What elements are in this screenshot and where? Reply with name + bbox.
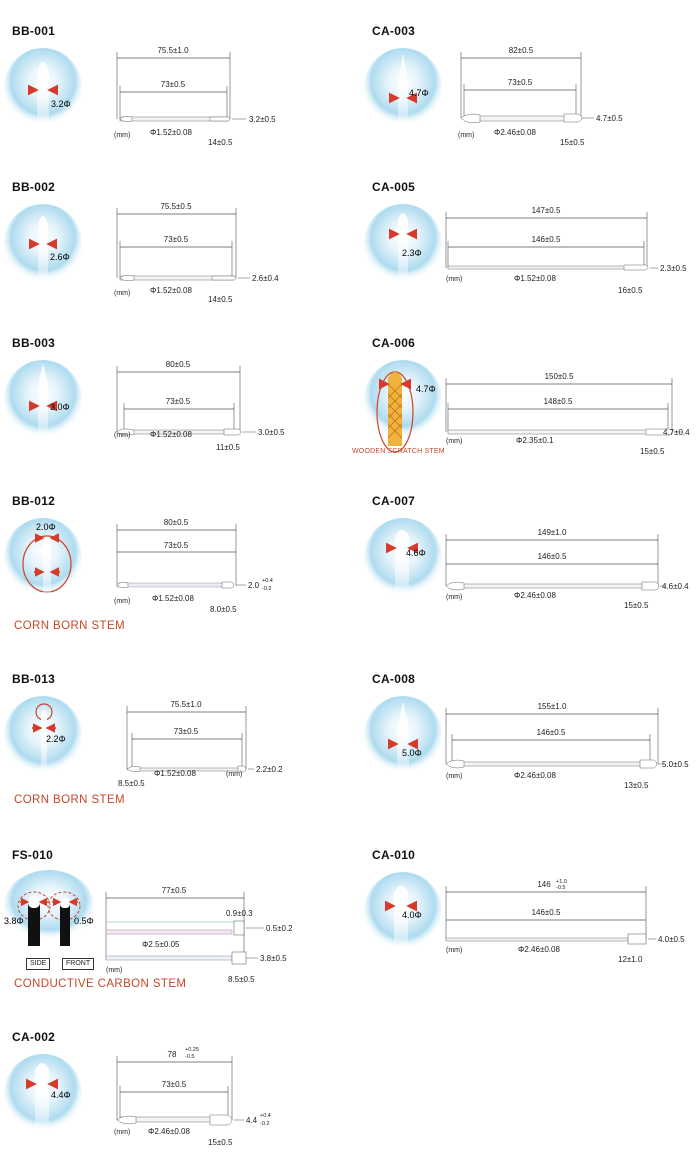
svg-text:Φ2.46±0.08: Φ2.46±0.08 — [514, 591, 556, 600]
product-ca-010 — [364, 848, 700, 978]
svg-text:Φ2.5±0.05: Φ2.5±0.05 — [142, 940, 180, 949]
svg-text:Φ2.35±0.1: Φ2.35±0.1 — [516, 436, 554, 445]
svg-text:-0.2: -0.2 — [260, 1121, 270, 1127]
stem-note: CORN BORN STEM — [14, 794, 126, 806]
product-ca-008 — [364, 672, 700, 802]
svg-text:+0.4: +0.4 — [262, 578, 273, 584]
svg-text:82±0.5: 82±0.5 — [508, 46, 534, 55]
svg-text:5.0Φ: 5.0Φ — [402, 748, 422, 758]
svg-text:Φ1.52±0.08: Φ1.52±0.08 — [150, 286, 192, 295]
svg-text:149±1.0: 149±1.0 — [537, 528, 567, 537]
svg-text:4.7±0.5: 4.7±0.5 — [596, 114, 623, 123]
product-code: BB-001 — [12, 24, 56, 38]
svg-text:(mm): (mm) — [446, 594, 463, 601]
dimension-drawing — [112, 36, 312, 146]
svg-text:80±0.5: 80±0.5 — [165, 360, 191, 369]
svg-text:5.0±0.5: 5.0±0.5 — [662, 760, 689, 769]
svg-text:4.0Φ: 4.0Φ — [402, 910, 422, 920]
svg-text:Φ2.46±0.08: Φ2.46±0.08 — [494, 128, 536, 137]
svg-text:Φ1.52±0.08: Φ1.52±0.08 — [150, 430, 192, 439]
product-code: BB-002 — [12, 180, 56, 194]
product-code: BB-003 — [12, 336, 56, 350]
svg-text:Φ2.46±0.08: Φ2.46±0.08 — [518, 945, 560, 954]
product-ca-002 — [4, 1030, 334, 1170]
stem-note: WOODEN SCRATCH STEM — [352, 448, 445, 455]
dimension-drawing — [444, 684, 700, 794]
svg-text:Φ1.52±0.08: Φ1.52±0.08 — [154, 769, 196, 778]
svg-text:0.5±0.2: 0.5±0.2 — [266, 924, 293, 933]
svg-text:3.8±0.5: 3.8±0.5 — [260, 954, 287, 963]
svg-text:(mm): (mm) — [446, 773, 463, 780]
svg-text:4.0±0.5: 4.0±0.5 — [658, 935, 685, 944]
svg-text:15±0.5: 15±0.5 — [640, 447, 665, 456]
svg-text:4.7Φ: 4.7Φ — [416, 384, 436, 394]
product-bb-002 — [4, 180, 334, 310]
svg-text:4.7±0.4: 4.7±0.4 — [663, 428, 690, 437]
swab-tip-thumbnail — [364, 512, 442, 604]
svg-text:75.5±1.0: 75.5±1.0 — [157, 46, 189, 55]
svg-text:73±0.5: 73±0.5 — [507, 78, 533, 87]
swab-tip-thumbnail — [364, 354, 442, 446]
product-code: CA-006 — [372, 336, 416, 350]
product-code: CA-002 — [12, 1030, 56, 1044]
swab-tip-thumbnail — [364, 42, 442, 134]
svg-text:4.6Φ: 4.6Φ — [406, 548, 426, 558]
dimension-drawing — [112, 506, 322, 616]
svg-text:11±0.5: 11±0.5 — [216, 443, 240, 452]
svg-text:0.9±0.3: 0.9±0.3 — [226, 909, 253, 918]
svg-text:(mm): (mm) — [458, 132, 475, 139]
svg-text:77±0.5: 77±0.5 — [161, 886, 187, 895]
dimension-drawing — [456, 36, 686, 146]
svg-text:Φ1.52±0.08: Φ1.52±0.08 — [150, 128, 192, 137]
swab-tip-thumbnail — [4, 42, 82, 134]
swab-tip-thumbnail — [4, 690, 82, 782]
svg-text:+0.4: +0.4 — [260, 1113, 271, 1119]
dimension-drawing — [104, 860, 334, 990]
svg-text:15±0.5: 15±0.5 — [560, 138, 585, 147]
tip-size: 3.2Φ — [51, 99, 71, 109]
svg-text:(mm): (mm) — [114, 132, 131, 139]
svg-text:15±0.5: 15±0.5 — [624, 601, 649, 610]
product-ca-007 — [364, 494, 700, 624]
svg-text:3.8Φ: 3.8Φ — [4, 916, 24, 926]
svg-text:Φ1.52±0.08: Φ1.52±0.08 — [514, 274, 556, 283]
svg-text:3.2±0.5: 3.2±0.5 — [249, 115, 276, 124]
product-ca-006 — [352, 336, 700, 466]
svg-text:8.5±0.5: 8.5±0.5 — [228, 975, 255, 984]
swab-tip-thumbnail — [4, 512, 82, 604]
product-fs-010 — [4, 848, 334, 998]
svg-text:(mm): (mm) — [446, 276, 463, 283]
stem-note: CONDUCTIVE CARBON STEM — [14, 978, 187, 990]
product-code: CA-010 — [372, 848, 416, 862]
swab-tip-thumbnail — [4, 1048, 82, 1140]
svg-text:73±0.5: 73±0.5 — [165, 397, 191, 406]
front-label: FRONT — [62, 958, 94, 970]
svg-text:3.0±0.5: 3.0±0.5 — [258, 428, 285, 437]
product-code: BB-012 — [12, 494, 56, 508]
svg-text:2.0: 2.0 — [248, 581, 260, 590]
svg-text:15±0.5: 15±0.5 — [208, 1138, 233, 1147]
svg-text:4.7Φ: 4.7Φ — [409, 88, 429, 98]
svg-text:8.0±0.5: 8.0±0.5 — [210, 605, 237, 614]
svg-text:146±0.5: 146±0.5 — [531, 908, 561, 917]
svg-text:(mm): (mm) — [114, 432, 131, 439]
swab-tip-thumbnail — [4, 354, 82, 446]
swab-tip-thumbnail — [364, 198, 442, 290]
svg-text:146: 146 — [537, 880, 551, 889]
svg-text:2.6±0.4: 2.6±0.4 — [252, 274, 279, 283]
svg-text:+0.25: +0.25 — [185, 1047, 199, 1053]
svg-text:146±0.5: 146±0.5 — [537, 552, 567, 561]
dimension-drawing — [112, 1042, 332, 1162]
svg-text:150±0.5: 150±0.5 — [544, 372, 574, 381]
dimension-drawing — [444, 860, 700, 970]
svg-text:14±0.5: 14±0.5 — [208, 138, 233, 147]
dimension-drawing — [444, 192, 700, 302]
svg-text:73±0.5: 73±0.5 — [173, 727, 199, 736]
svg-text:4.6±0.4: 4.6±0.4 — [662, 582, 689, 591]
svg-text:0.5Φ: 0.5Φ — [74, 916, 94, 926]
svg-text:2.3Φ: 2.3Φ — [402, 248, 422, 258]
svg-text:-0.5: -0.5 — [556, 885, 566, 891]
side-label: SIDE — [26, 958, 50, 970]
svg-text:(mm): (mm) — [114, 598, 131, 605]
svg-text:78: 78 — [167, 1050, 177, 1059]
svg-text:2.2Φ: 2.2Φ — [46, 734, 66, 744]
product-code: CA-007 — [372, 494, 416, 508]
svg-text:(mm): (mm) — [106, 967, 123, 974]
svg-text:(mm): (mm) — [446, 438, 463, 445]
svg-text:8.5±0.5: 8.5±0.5 — [118, 779, 145, 788]
svg-text:3.0Φ: 3.0Φ — [50, 402, 70, 412]
product-bb-003 — [4, 336, 334, 466]
swab-tip-thumbnail — [4, 198, 82, 290]
svg-text:-0.2: -0.2 — [262, 586, 272, 592]
svg-text:14±0.5: 14±0.5 — [208, 295, 233, 304]
svg-text:2.2±0.2: 2.2±0.2 — [256, 765, 283, 774]
svg-text:148±0.5: 148±0.5 — [543, 397, 573, 406]
svg-text:75.5±1.0: 75.5±1.0 — [170, 700, 202, 709]
product-code: FS-010 — [12, 848, 54, 862]
stem-note: CORN BORN STEM — [14, 620, 126, 632]
svg-text:73±0.5: 73±0.5 — [163, 235, 189, 244]
svg-text:73±0.5: 73±0.5 — [160, 80, 186, 89]
svg-text:Φ2.46±0.08: Φ2.46±0.08 — [148, 1127, 190, 1136]
svg-text:73±0.5: 73±0.5 — [161, 1080, 187, 1089]
svg-text:+1.0: +1.0 — [556, 879, 567, 885]
svg-text:(mm): (mm) — [114, 1129, 131, 1136]
svg-text:146±0.5: 146±0.5 — [536, 728, 566, 737]
svg-text:16±0.5: 16±0.5 — [618, 286, 643, 295]
product-bb-012 — [4, 494, 334, 644]
product-ca-003 — [364, 24, 700, 154]
product-code: CA-003 — [372, 24, 416, 38]
svg-text:4.4Φ: 4.4Φ — [51, 1090, 71, 1100]
dimension-drawing — [444, 506, 700, 616]
svg-text:75.5±0.5: 75.5±0.5 — [160, 202, 192, 211]
svg-text:73±0.5: 73±0.5 — [163, 541, 189, 550]
svg-text:Φ2.46±0.08: Φ2.46±0.08 — [514, 771, 556, 780]
svg-text:(mm): (mm) — [446, 947, 463, 954]
svg-text:12±1.0: 12±1.0 — [618, 955, 643, 964]
product-code: BB-013 — [12, 672, 56, 686]
product-bb-001 — [4, 24, 334, 154]
svg-text:155±1.0: 155±1.0 — [537, 702, 567, 711]
swab-tip-thumbnail — [4, 866, 94, 958]
svg-text:(mm): (mm) — [226, 771, 243, 778]
swab-tip-thumbnail — [364, 866, 442, 958]
product-ca-005 — [364, 180, 700, 310]
product-code: CA-008 — [372, 672, 416, 686]
product-bb-013 — [4, 672, 334, 817]
swab-tip-thumbnail — [364, 690, 442, 782]
svg-text:2.6Φ: 2.6Φ — [50, 252, 70, 262]
product-code: CA-005 — [372, 180, 416, 194]
svg-text:147±0.5: 147±0.5 — [531, 206, 561, 215]
svg-text:2.0Φ: 2.0Φ — [36, 522, 56, 532]
svg-text:13±0.5: 13±0.5 — [624, 781, 649, 790]
svg-text:2.3±0.5: 2.3±0.5 — [660, 264, 687, 273]
dimension-drawing — [118, 684, 332, 794]
svg-text:146±0.5: 146±0.5 — [531, 235, 561, 244]
svg-text:Φ1.52±0.08: Φ1.52±0.08 — [152, 594, 194, 603]
svg-text:4.4: 4.4 — [246, 1116, 258, 1125]
svg-text:(mm): (mm) — [114, 290, 131, 297]
dimension-drawing — [112, 192, 322, 302]
svg-text:-0.5: -0.5 — [185, 1054, 195, 1060]
svg-text:80±0.5: 80±0.5 — [163, 518, 189, 527]
dimension-drawing — [444, 348, 700, 458]
dimension-drawing — [112, 348, 322, 458]
